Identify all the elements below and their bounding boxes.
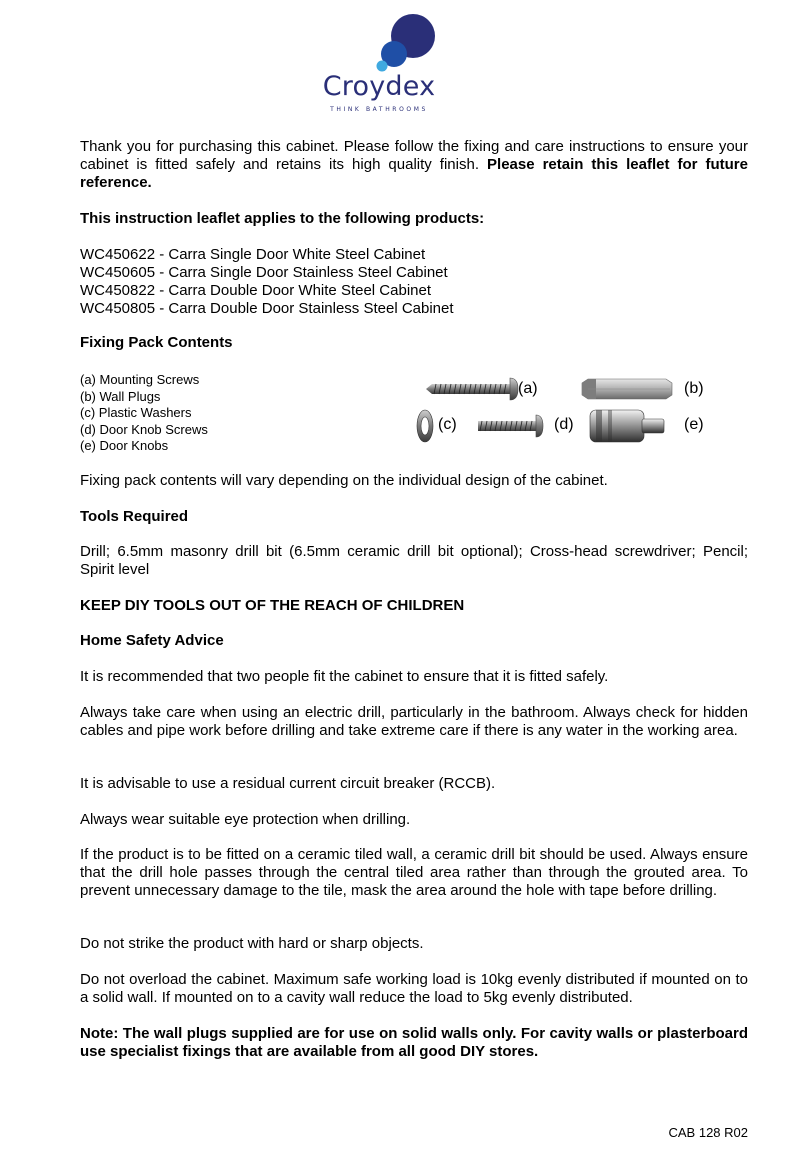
fixing-pack-note: Fixing pack contents will vary depending on the individual design of the cabinet. bbox=[80, 472, 608, 489]
safety-paragraph: Do not overload the cabinet. Maximum safe working load is 10kg evenly distributed if mounted on to a solid wall. If mounted on to a cavity wall reduce the load to 5kg evenly distributed. bbox=[80, 971, 748, 1006]
product-item: WC450605 - Carra Single Door Stainless Steel Cabinet bbox=[80, 264, 448, 281]
safety-paragraph: It is advisable to use a residual current circuit breaker (RCCB). bbox=[80, 775, 496, 792]
document-code: CAB 128 R02 bbox=[668, 1125, 748, 1140]
door-knob-icon bbox=[590, 410, 664, 442]
safety-paragraph: It is recommended that two people fit the cabinet to ensure that it is fitted safely. bbox=[80, 668, 609, 685]
intro-paragraph bbox=[80, 138, 748, 192]
safety-heading: Home Safety Advice bbox=[80, 632, 224, 649]
tools-text: Drill; 6.5mm masonry drill bit (6.5mm ceramic drill bit optional); Cross-head screwdriver; Pencil; Spirit level bbox=[80, 543, 748, 578]
wall-plug-icon bbox=[582, 379, 672, 399]
applies-heading: This instruction leaflet applies to the following products: bbox=[80, 210, 485, 227]
product-item: WC450822 - Carra Double Door White Steel Cabinet bbox=[80, 282, 431, 299]
safety-paragraph: Always take care when using an electric drill, particularly in the bathroom. Always check for hidden cables and pipe work before drilling and take extreme care if there is any water in the working area. bbox=[80, 704, 748, 739]
fixing-item-wall-plugs: (b) Wall Plugs bbox=[80, 388, 161, 404]
fixing-pack-illustration bbox=[410, 366, 712, 488]
intro-text: Thank you for purchasing this cabinet. Please follow the fixing and care instructions to ensure your cabinet is fitted safely and retains its high quality finish. bbox=[80, 138, 748, 173]
product-item: WC450622 - Carra Single Door White Steel Cabinet bbox=[80, 246, 426, 263]
logo-circles-icon bbox=[318, 14, 440, 74]
figure-label-d: (d) bbox=[554, 416, 574, 433]
figure-label-a: (a) bbox=[518, 380, 538, 397]
wall-plugs-note: Note: The wall plugs supplied are for use on solid walls only. For cavity walls or plasterboard use specialist fixings that are available from all good DIY stores. bbox=[80, 1025, 748, 1060]
croydex-logo bbox=[318, 14, 440, 118]
intro-retain-note: Please retain this leaflet for future reference. bbox=[80, 156, 748, 191]
tools-heading: Tools Required bbox=[80, 508, 189, 525]
product-item: WC450805 - Carra Double Door Stainless Steel Cabinet bbox=[80, 300, 454, 317]
figure-label-c: (c) bbox=[438, 416, 457, 433]
safety-paragraph: If the product is to be fitted on a ceramic tiled wall, a ceramic drill bit should be used. Always ensure that the drill hole passes through the central tiled area rather than through the grouted area. To prevent unnecessary damage to the tile, mask the area around the hole with tape before drilling. bbox=[80, 846, 748, 899]
children-warning: KEEP DIY TOOLS OUT OF THE REACH OF CHILDREN bbox=[80, 597, 465, 614]
mounting-screw-icon bbox=[426, 378, 518, 400]
logo-tagline: THINK BATHROOMS bbox=[330, 106, 428, 113]
fixing-item-door-knob-screws: (d) Door Knob Screws bbox=[80, 421, 208, 437]
fixing-item-plastic-washers: (c) Plastic Washers bbox=[80, 405, 192, 420]
plastic-washer-icon bbox=[417, 410, 433, 442]
safety-paragraph: Do not strike the product with hard or sharp objects. bbox=[80, 935, 424, 952]
fixing-item-mounting-screws: (a) Mounting Screws bbox=[80, 372, 200, 387]
product-list bbox=[80, 246, 748, 318]
fixing-pack-list bbox=[80, 372, 380, 455]
logo-wordmark: Croydex bbox=[322, 71, 436, 102]
fixing-pack-heading: Fixing Pack Contents bbox=[80, 334, 233, 351]
fixing-item-door-knobs: (e) Door Knobs bbox=[80, 438, 169, 453]
door-knob-screw-icon bbox=[478, 415, 543, 437]
safety-paragraph: Always wear suitable eye protection when drilling. bbox=[80, 811, 411, 828]
figure-label-b: (b) bbox=[684, 380, 704, 397]
figure-label-e: (e) bbox=[684, 416, 704, 433]
